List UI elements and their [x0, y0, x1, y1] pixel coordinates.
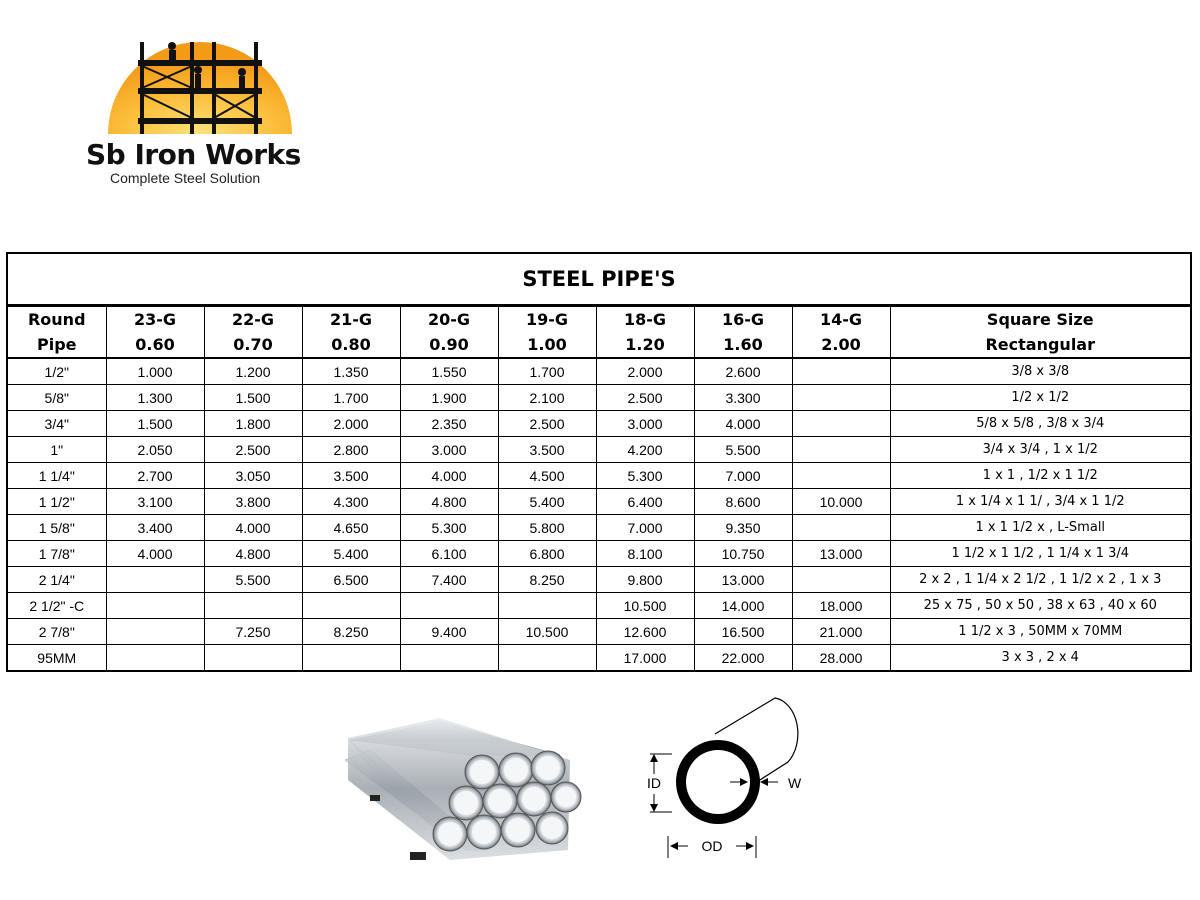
weight-cell [400, 593, 498, 619]
pipe-size-cell: 1 1/4" [8, 463, 106, 489]
header-cell: 0.70 [204, 332, 302, 358]
weight-cell: 6.100 [400, 541, 498, 567]
weight-cell [792, 358, 890, 385]
weight-cell: 13.000 [792, 541, 890, 567]
table-row [8, 437, 1190, 463]
weight-cell: 3.300 [694, 385, 792, 411]
table-row [8, 515, 1190, 541]
square-size-cell: 25 x 75 , 50 x 50 , 38 x 63 , 40 x 60 [890, 593, 1190, 619]
weight-cell: 9.350 [694, 515, 792, 541]
weight-cell [792, 515, 890, 541]
pipe-size-cell: 1 7/8" [8, 541, 106, 567]
brand-tagline: Complete Steel Solution [110, 170, 261, 186]
weight-cell: 9.400 [400, 619, 498, 645]
weight-cell: 3.100 [106, 489, 204, 515]
weight-cell: 4.000 [400, 463, 498, 489]
pipe-size-cell: 2 1/2" -C [8, 593, 106, 619]
weight-cell: 6.500 [302, 567, 400, 593]
pipe-size-cell: 1/2" [8, 358, 106, 385]
weight-cell [302, 593, 400, 619]
weight-cell: 13.000 [694, 567, 792, 593]
header-cell: 21-G [302, 307, 400, 333]
weight-cell: 10.500 [596, 593, 694, 619]
square-size-cell: 3 x 3 , 2 x 4 [890, 645, 1190, 671]
weight-cell: 3.000 [400, 437, 498, 463]
weight-cell: 1.500 [204, 385, 302, 411]
pipe-size-cell: 3/4" [8, 411, 106, 437]
pipe-dimension-diagram [630, 690, 830, 870]
weight-cell: 3.500 [498, 437, 596, 463]
weight-cell [106, 619, 204, 645]
weight-cell: 5.400 [498, 489, 596, 515]
header-cell: 16-G [694, 307, 792, 333]
weight-cell [792, 411, 890, 437]
wall-label: W [788, 775, 802, 791]
square-size-cell: 2 x 2 , 1 1/4 x 2 1/2 , 1 1/2 x 2 , 1 x 3 [890, 567, 1190, 593]
weight-cell [498, 645, 596, 671]
weight-cell: 2.500 [498, 411, 596, 437]
table-row [8, 593, 1190, 619]
pipe-cross-section-icon [630, 690, 830, 870]
header-cell: 20-G [400, 307, 498, 333]
pipe-bundle-image [340, 700, 590, 870]
company-logo [80, 30, 320, 190]
table-row [8, 567, 1190, 593]
weight-cell: 4.650 [302, 515, 400, 541]
table-row [8, 645, 1190, 671]
weight-cell: 2.600 [694, 358, 792, 385]
weight-cell: 1.500 [106, 411, 204, 437]
weight-cell: 1.800 [204, 411, 302, 437]
header-cell: 23-G [106, 307, 204, 333]
header-cell: 0.90 [400, 332, 498, 358]
weight-cell: 1.000 [106, 358, 204, 385]
weight-cell: 1.350 [302, 358, 400, 385]
weight-cell [106, 593, 204, 619]
weight-cell: 7.000 [694, 463, 792, 489]
weight-cell: 28.000 [792, 645, 890, 671]
weight-cell [792, 463, 890, 489]
weight-cell: 4.500 [498, 463, 596, 489]
table-title: STEEL PIPE'S [8, 254, 1190, 306]
weight-cell: 9.800 [596, 567, 694, 593]
weight-cell: 18.000 [792, 593, 890, 619]
header-cell: 19-G [498, 307, 596, 333]
weight-cell [498, 593, 596, 619]
weight-cell: 2.350 [400, 411, 498, 437]
weight-cell: 2.050 [106, 437, 204, 463]
weight-cell: 8.600 [694, 489, 792, 515]
weight-cell: 1.700 [302, 385, 400, 411]
pipe-size-cell: 1 1/2" [8, 489, 106, 515]
header-cell: 2.00 [792, 332, 890, 358]
square-size-cell: 1 1/2 x 1 1/2 , 1 1/4 x 1 3/4 [890, 541, 1190, 567]
weight-cell: 4.800 [204, 541, 302, 567]
weight-cell: 14.000 [694, 593, 792, 619]
header-cell: 18-G [596, 307, 694, 333]
weight-cell: 3.000 [596, 411, 694, 437]
pipe-size-cell: 2 7/8" [8, 619, 106, 645]
table-row [8, 358, 1190, 385]
square-size-cell: 1 x 1 , 1/2 x 1 1/2 [890, 463, 1190, 489]
square-size-cell: 1 x 1/4 x 1 1/ , 3/4 x 1 1/2 [890, 489, 1190, 515]
weight-cell: 3.050 [204, 463, 302, 489]
square-size-cell: 5/8 x 5/8 , 3/8 x 3/4 [890, 411, 1190, 437]
header-cell: 22-G [204, 307, 302, 333]
weight-cell: 2.100 [498, 385, 596, 411]
header-row-thickness [8, 332, 1190, 358]
weight-cell: 22.000 [694, 645, 792, 671]
weight-cell: 21.000 [792, 619, 890, 645]
square-size-cell: 1 1/2 x 3 , 50MM x 70MM [890, 619, 1190, 645]
table-row [8, 463, 1190, 489]
scaffold-sun-icon [80, 30, 320, 140]
weight-cell: 4.200 [596, 437, 694, 463]
header-cell: 14-G [792, 307, 890, 333]
square-size-cell: 3/4 x 3/4 , 1 x 1/2 [890, 437, 1190, 463]
weight-cell [106, 645, 204, 671]
weight-cell [106, 567, 204, 593]
square-size-cell: 1 x 1 1/2 x , L-Small [890, 515, 1190, 541]
weight-cell: 1.550 [400, 358, 498, 385]
weight-cell [792, 385, 890, 411]
weight-cell: 17.000 [596, 645, 694, 671]
weight-cell [792, 567, 890, 593]
steel-pipe-table [6, 252, 1192, 672]
header-cell: Pipe [8, 332, 106, 358]
weight-cell: 6.800 [498, 541, 596, 567]
square-size-cell: 1/2 x 1/2 [890, 385, 1190, 411]
weight-cell: 6.400 [596, 489, 694, 515]
weight-cell: 1.200 [204, 358, 302, 385]
weight-cell: 3.800 [204, 489, 302, 515]
header-cell: Square Size [890, 307, 1190, 333]
header-cell: Round [8, 307, 106, 333]
weight-cell: 4.000 [106, 541, 204, 567]
pipe-size-cell: 1 5/8" [8, 515, 106, 541]
table-row [8, 619, 1190, 645]
weight-cell: 16.500 [694, 619, 792, 645]
header-cell: 1.20 [596, 332, 694, 358]
weight-cell: 3.400 [106, 515, 204, 541]
weight-cell: 5.400 [302, 541, 400, 567]
weight-cell: 1.700 [498, 358, 596, 385]
weight-cell: 2.000 [596, 358, 694, 385]
weight-cell: 5.300 [400, 515, 498, 541]
weight-cell: 5.300 [596, 463, 694, 489]
weight-cell: 4.000 [204, 515, 302, 541]
od-label: OD [701, 838, 723, 854]
table-row [8, 489, 1190, 515]
weight-cell: 4.300 [302, 489, 400, 515]
pipe-size-cell: 95MM [8, 645, 106, 671]
weight-cell: 8.250 [498, 567, 596, 593]
id-label: ID [647, 775, 661, 791]
weight-cell: 5.800 [498, 515, 596, 541]
weight-cell: 7.400 [400, 567, 498, 593]
weight-cell: 4.800 [400, 489, 498, 515]
weight-cell: 7.250 [204, 619, 302, 645]
weight-cell: 5.500 [204, 567, 302, 593]
weight-cell [204, 645, 302, 671]
weight-cell: 2.800 [302, 437, 400, 463]
weight-cell: 12.600 [596, 619, 694, 645]
header-row-gauge [8, 307, 1190, 333]
weight-cell: 1.300 [106, 385, 204, 411]
weight-cell: 8.250 [302, 619, 400, 645]
table-body [8, 358, 1190, 670]
weight-cell [302, 645, 400, 671]
header-cell: 1.00 [498, 332, 596, 358]
pipe-size-cell: 2 1/4" [8, 567, 106, 593]
header-cell: 0.80 [302, 332, 400, 358]
weight-cell [792, 437, 890, 463]
weight-cell: 10.500 [498, 619, 596, 645]
brand-name: Sb Iron Works [86, 138, 301, 171]
square-size-cell: 3/8 x 3/8 [890, 358, 1190, 385]
weight-cell: 5.500 [694, 437, 792, 463]
weight-cell [400, 645, 498, 671]
weight-cell: 4.000 [694, 411, 792, 437]
weight-cell: 10.750 [694, 541, 792, 567]
pipe-size-cell: 5/8" [8, 385, 106, 411]
weight-cell: 2.000 [302, 411, 400, 437]
header-cell: 1.60 [694, 332, 792, 358]
weight-cell: 2.500 [204, 437, 302, 463]
weight-cell: 3.500 [302, 463, 400, 489]
pipe-size-cell: 1" [8, 437, 106, 463]
weight-cell: 10.000 [792, 489, 890, 515]
table-row [8, 385, 1190, 411]
table-row [8, 411, 1190, 437]
weight-cell: 1.900 [400, 385, 498, 411]
header-cell: 0.60 [106, 332, 204, 358]
weight-cell: 2.700 [106, 463, 204, 489]
header-cell: Rectangular [890, 332, 1190, 358]
weight-cell: 7.000 [596, 515, 694, 541]
weight-cell [204, 593, 302, 619]
weight-cell: 8.100 [596, 541, 694, 567]
table-row [8, 541, 1190, 567]
weight-cell: 2.500 [596, 385, 694, 411]
